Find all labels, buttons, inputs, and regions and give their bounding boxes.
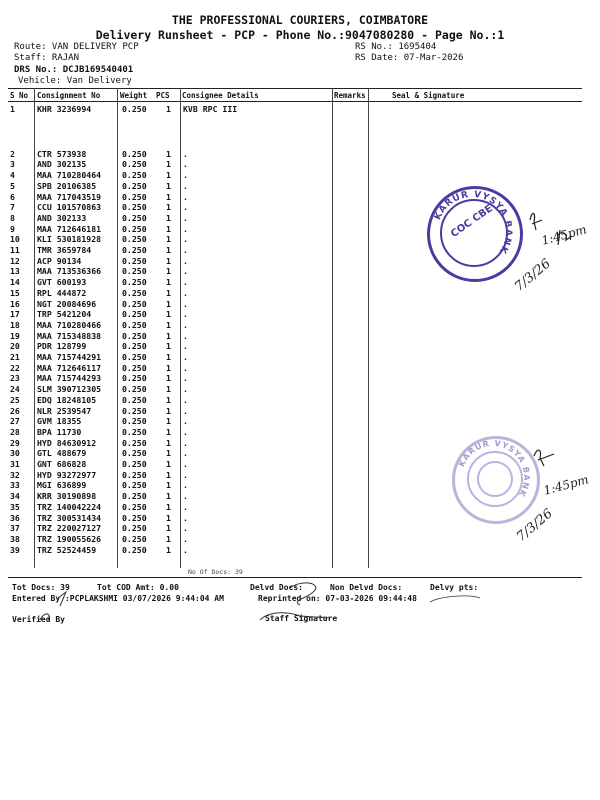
company-title: THE PROFESSIONAL COURIERS, COIMBATORE [171,13,429,27]
row-weight: 0.250 [122,287,147,298]
row-sno: 2 [10,148,15,159]
row-consignee-details: . [183,384,188,395]
row-consignment-no: TRZ 190055626 [37,533,102,544]
row-consignment-no: KHR 3236994 [37,104,92,114]
row-weight: 0.250 [122,362,147,373]
row-pcs: 1 [166,405,171,416]
row-consignment-no: MGI 636899 [37,480,87,491]
row-sno: 17 [10,309,20,320]
row-consignee-details: . [183,448,188,459]
row-sno: 25 [10,394,20,405]
row-weight: 0.250 [122,223,147,234]
table-row [0,352,600,362]
row-consignment-no: AND 302135 [37,159,87,170]
row-sno: 33 [10,480,20,491]
row-pcs: 1 [166,202,171,213]
row-consignment-no: KRR 30190898 [37,491,97,502]
row-consignment-no: MAA 715744293 [37,373,102,384]
row-sno: 29 [10,437,20,448]
table-row [0,159,600,169]
row-sno: 6 [10,191,15,202]
row-consignment-no: RPL 444872 [37,287,87,298]
row-weight: 0.250 [122,170,147,181]
row-sno: 11 [10,245,20,255]
row-pcs: 1 [166,459,171,469]
row-consignment-no: MAA 713536366 [37,266,102,277]
table-row [0,373,600,383]
row-consignee-details: . [183,277,188,288]
row-pcs: 1 [166,298,171,309]
entered-by: Entered By :PCPLAKSHMI 03/07/2026 9:44:04 AM [12,594,224,603]
row-consignment-no: HYD 84630912 [37,437,97,448]
row-pcs: 1 [166,501,171,512]
row-pcs: 1 [166,469,171,480]
row-consignee-details: . [183,202,188,213]
row-consignment-no: TRZ 220027127 [37,523,102,534]
total-docs: Tot Docs: 39 [12,583,70,592]
row-weight: 0.250 [122,405,147,416]
table-top-rule [8,88,582,89]
table-header-rule [8,101,582,102]
row-sno: 26 [10,405,20,416]
row-sno: 15 [10,287,20,298]
row-weight: 0.250 [122,277,147,288]
row-sno: 34 [10,491,20,502]
row-consignment-no: MAA 715348838 [37,330,102,341]
table-row [0,395,600,405]
row-sno: 8 [10,212,15,223]
row-weight: 0.250 [122,512,147,523]
delivered-docs: Delvd Docs: [250,583,303,592]
row-pcs: 1 [166,394,171,405]
row-weight: 0.250 [122,298,147,309]
row-pcs: 1 [166,277,171,288]
table-row [0,545,600,555]
row-consignment-no: SPB 20106385 [37,180,97,191]
row-weight: 0.250 [122,469,147,480]
row-weight: 0.250 [122,373,147,384]
row-weight: 0.250 [122,245,147,255]
table-row [0,331,600,341]
row-sno: 12 [10,255,20,266]
row-sno: 39 [10,544,20,555]
table-row [0,341,600,351]
table-row [0,406,600,416]
row-weight: 0.250 [122,448,147,459]
row-weight: 0.250 [122,104,147,114]
row-pcs: 1 [166,212,171,223]
row-weight: 0.250 [122,523,147,534]
row-consignment-no: NGT 20084696 [37,298,97,309]
row-pcs: 1 [166,373,171,384]
row-pcs: 1 [166,416,171,427]
row-consignee-details: . [183,469,188,480]
row-pcs: 1 [166,180,171,191]
row-pcs: 1 [166,319,171,330]
row-weight: 0.250 [122,159,147,170]
row-pcs: 1 [166,234,171,245]
row-consignee-details: . [183,266,188,277]
row-weight: 0.250 [122,330,147,341]
row-pcs: 1 [166,255,171,266]
table-bottom-rule [8,577,582,578]
delivery-points: Delvy pts: [430,583,479,592]
col-seal: Seal & Signature [392,91,465,100]
row-pcs: 1 [166,159,171,170]
row-weight: 0.250 [122,309,147,320]
row-consignment-no: GNT 686828 [37,459,87,469]
staff-signature: Staff Signature [265,614,338,623]
row-pcs: 1 [166,266,171,277]
row-consignee-details: . [183,309,188,320]
row-sno: 38 [10,533,20,544]
verified-by: Verified By [12,615,65,624]
row-weight: 0.250 [122,394,147,405]
row-consignment-no: GVM 18355 [37,416,82,427]
row-weight: 0.250 [122,341,147,352]
row-sno: 27 [10,416,20,427]
row-consignee-details: . [183,512,188,523]
row-consignment-no: EDQ 18248105 [37,394,97,405]
row-sno: 5 [10,180,15,191]
reprinted-on: Reprinted on: 07-03-2026 09:44:48 [258,594,417,603]
col-consignee: Consignee Details [182,91,259,100]
row-pcs: 1 [166,170,171,181]
row-sno: 24 [10,384,20,395]
route-label: Route: VAN DELIVERY PCP [14,42,139,52]
row-weight: 0.250 [122,437,147,448]
row-pcs: 1 [166,223,171,234]
row-consignee-details: . [183,255,188,266]
rs-number: RS No.: 1695404 [355,42,437,52]
signature-date-2: 7/3/26 [514,506,556,545]
row-pcs: 1 [166,448,171,459]
table-row [0,384,600,394]
row-weight: 0.250 [122,266,147,277]
row-sno: 1 [10,104,15,114]
row-pcs: 1 [166,491,171,502]
row-sno: 31 [10,459,20,469]
row-pcs: 1 [166,287,171,298]
signature-date-1: 7/3/26 [512,256,554,295]
row-pcs: 1 [166,533,171,544]
row-consignee-details: . [183,373,188,384]
row-consignee-details: . [183,352,188,362]
row-sno: 35 [10,501,20,512]
row-sno: 3 [10,159,15,170]
row-consignment-no: GVT 600193 [37,277,87,288]
row-consignee-details: . [183,341,188,352]
row-consignee-details: . [183,426,188,437]
row-consignee-details: . [183,362,188,373]
row-sno: 19 [10,330,20,341]
table-row [0,104,600,114]
row-consignment-no: MAA 712646117 [37,362,102,373]
table-row [0,309,600,319]
stamp-center-text: COC CBE [448,203,495,240]
row-pcs: 1 [166,523,171,534]
signature-time-2: 1:45pm [541,472,591,498]
row-weight: 0.250 [122,416,147,427]
row-consignment-no: TMR 3659784 [37,245,92,255]
signature-time-1: 1:45pm [539,222,589,248]
row-consignee-details: . [183,180,188,191]
row-consignee-details: . [183,223,188,234]
row-consignment-no: ACP 90134 [37,255,82,266]
row-consignee-details: . [183,287,188,298]
table-row [0,170,600,180]
row-consignee-details: KVB RPC III [183,104,238,114]
row-weight: 0.250 [122,202,147,213]
table-row [0,299,600,309]
row-sno: 9 [10,223,15,234]
table-row [0,320,600,330]
row-consignment-no: TRP 5421204 [37,309,92,320]
row-weight: 0.250 [122,544,147,555]
row-consignee-details: . [183,544,188,555]
row-sno: 37 [10,523,20,534]
non-delivered-docs: Non Delvd Docs: [330,583,403,592]
row-consignment-no: MAA 710280466 [37,319,102,330]
row-sno: 18 [10,319,20,330]
row-consignment-no: CCU 101570863 [37,202,102,213]
row-consignment-no: MAA 715744291 [37,352,102,362]
row-weight: 0.250 [122,491,147,502]
table-row [0,523,600,533]
row-consignee-details: . [183,533,188,544]
row-weight: 0.250 [122,148,147,159]
row-pcs: 1 [166,245,171,255]
total-cod-amount: Tot COD Amt: 0.00 [97,583,179,592]
row-consignee-details: . [183,159,188,170]
footer-pen-marks [0,580,600,630]
row-weight: 0.250 [122,352,147,362]
row-consignee-details: . [183,523,188,534]
row-sno: 16 [10,298,20,309]
row-consignee-details: . [183,394,188,405]
row-consignment-no: CTR 573938 [37,148,87,159]
row-weight: 0.250 [122,533,147,544]
drs-number: DRS No.: DCJB169540401 [14,65,134,75]
row-consignee-details: . [183,416,188,427]
row-weight: 0.250 [122,234,147,245]
row-consignee-details: . [183,459,188,469]
col-pcs: PCS [156,91,170,100]
row-consignment-no: TRZ 52524459 [37,544,97,555]
row-consignee-details: . [183,330,188,341]
rs-date: RS Date: 07-Mar-2026 [355,53,464,63]
row-weight: 0.250 [122,384,147,395]
row-sno: 14 [10,277,20,288]
row-consignee-details: . [183,501,188,512]
row-weight: 0.250 [122,212,147,223]
row-consignment-no: GTL 488679 [37,448,87,459]
no-of-docs: No Of Docs: 39 [188,568,243,576]
row-weight: 0.250 [122,255,147,266]
row-consignment-no: PDR 128799 [37,341,87,352]
row-sno: 4 [10,170,15,181]
row-sno: 21 [10,352,20,362]
row-consignee-details: . [183,405,188,416]
col-remarks: Remarks [334,91,366,100]
row-consignee-details: . [183,212,188,223]
row-consignment-no: MAA 710280464 [37,170,102,181]
row-weight: 0.250 [122,180,147,191]
row-consignee-details: . [183,491,188,502]
row-sno: 30 [10,448,20,459]
row-sno: 22 [10,362,20,373]
row-sno: 20 [10,341,20,352]
row-sno: 32 [10,469,20,480]
row-sno: 7 [10,202,15,213]
staff-label: Staff: RAJAN [14,53,80,63]
row-sno: 28 [10,426,20,437]
row-pcs: 1 [166,191,171,202]
table-row [0,534,600,544]
row-consignee-details: . [183,437,188,448]
row-weight: 0.250 [122,501,147,512]
row-sno: 13 [10,266,20,277]
row-pcs: 1 [166,341,171,352]
row-sno: 23 [10,373,20,384]
row-pcs: 1 [166,437,171,448]
row-consignment-no: TRZ 140042224 [37,501,102,512]
row-pcs: 1 [166,309,171,320]
table-row [0,149,600,159]
row-consignment-no: NLR 2539547 [37,405,92,416]
col-consignment: Consignment No [37,91,101,100]
row-consignee-details: . [183,191,188,202]
row-consignee-details: . [183,319,188,330]
row-weight: 0.250 [122,480,147,491]
row-consignee-details: . [183,148,188,159]
row-pcs: 1 [166,330,171,341]
row-consignment-no: AND 302133 [37,212,87,223]
row-pcs: 1 [166,480,171,491]
row-weight: 0.250 [122,426,147,437]
row-pcs: 1 [166,384,171,395]
row-weight: 0.250 [122,459,147,469]
table-row [0,416,600,426]
row-pcs: 1 [166,352,171,362]
row-weight: 0.250 [122,191,147,202]
row-pcs: 1 [166,512,171,523]
col-weight: Weight [120,91,148,100]
row-weight: 0.250 [122,319,147,330]
row-pcs: 1 [166,104,171,114]
row-consignee-details: . [183,245,188,255]
row-consignment-no: SLM 390712305 [37,384,102,395]
row-pcs: 1 [166,544,171,555]
runsheet-subtitle: Delivery Runsheet - PCP - Phone No.:9047080280 - Page No.:1 [95,28,505,42]
row-consignee-details: . [183,480,188,491]
row-consignee-details: . [183,170,188,181]
table-row [0,363,600,373]
vehicle-label: Vehicle: Van Delivery [18,76,132,86]
row-pcs: 1 [166,148,171,159]
row-consignment-no: MAA 717043519 [37,191,102,202]
row-consignment-no: KLI 530181928 [37,234,102,245]
svg-text:KARUR VYSYA BANK: KARUR VYSYA BANK [456,438,532,499]
row-consignee-details: . [183,234,188,245]
row-pcs: 1 [166,362,171,373]
svg-text:KARUR VYSYA BANK: KARUR VYSYA BANK [433,189,514,256]
col-sno: S No [10,91,29,100]
row-sno: 10 [10,234,20,245]
row-sno: 36 [10,512,20,523]
row-consignment-no: TRZ 300531434 [37,512,102,523]
row-consignment-no: BPA 11730 [37,426,82,437]
row-consignment-no: HYD 93272977 [37,469,97,480]
row-consignee-details: . [183,298,188,309]
row-consignment-no: MAA 712646181 [37,223,102,234]
row-pcs: 1 [166,426,171,437]
